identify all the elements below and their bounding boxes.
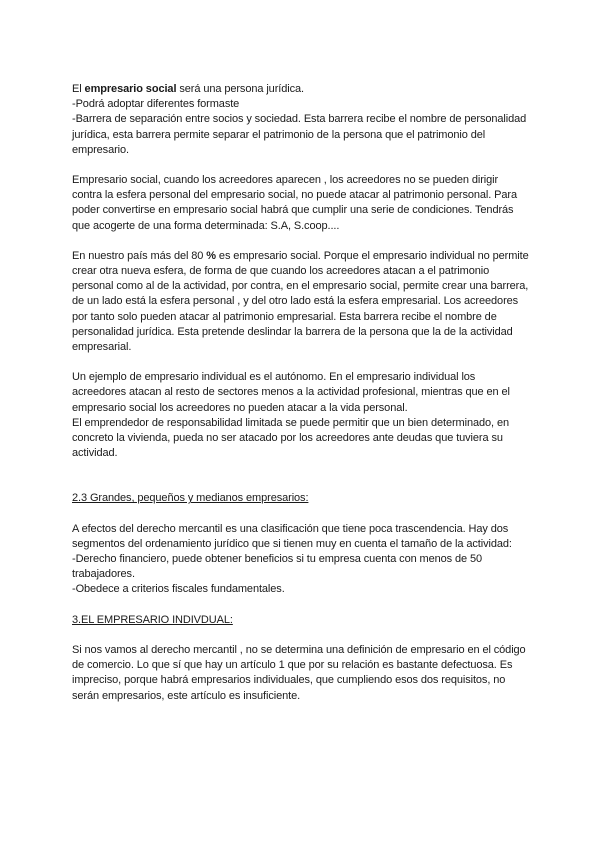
paragraph-gap [72, 234, 530, 249]
paragraph-gap [72, 355, 530, 370]
intro-text-post: será una persona jurídica. [176, 83, 304, 95]
intro-line-1 [72, 82, 530, 97]
paragraph-gap [72, 158, 530, 173]
paragraph-gap [72, 507, 530, 522]
paragraph-gap [72, 628, 530, 643]
heading-2-3: 2.3 Grandes, pequeños y medianos empresarios: [72, 492, 309, 505]
paragraph-efectos: A efectos del derecho mercantil es una clasificación que tiene poca trascendencia. Hay dos segmentos del ordenamiento jurídico que si tienen muy en cuenta el tamaño de la actividad: [72, 522, 512, 550]
intro-text-pre: El [72, 83, 85, 95]
paragraph-derecho-mercantil: Si nos vamos al derecho mercantil , no se determina una definición de empresario en el código de comercio. Lo que sí que hay un artículo 1 que por su relación es bastante defectuosa. Es impreciso, porque habrá empresarios individuales, que cumpliendo esos dos requisitos, no serán empresarios, este artículo es insuficiente. [72, 643, 526, 702]
paragraph-gap [72, 598, 530, 613]
heading-3: 3.EL EMPRESARIO INDIVDUAL: [72, 613, 233, 626]
paragraph-ejemplo: Un ejemplo de empresario individual es el autónomo. En el empresario individual los acreedores atacan al resto de sectores menos a la actividad profesional, mientras que en el empresario social los acreedores no pueden atacar a la vida personal. [72, 371, 510, 414]
paragraph-empresario-social: Empresario social, cuando los acreedores aparecen , los acreedores no se pueden dirigir contra la esfera personal del empresario social, no puede atacar al patrimonio personal. Para poder convertirse en empresario social habrá que cumplir una serie de condiciones. Tendrás que acogerte de una forma determinada: S.A, S.coop.... [72, 174, 518, 232]
list-item-financiero: -Derecho financiero, puede obtener beneficios si tu empresa cuenta con menos de 50 trabajadores. [72, 553, 483, 581]
intro-line-3: -Barrera de separación entre socios y sociedad. Esta barrera recibe el nombre de personalidad jurídica, esta barrera permite separar el patrimonio de la persona que el patrimonio del empresario. [72, 113, 527, 156]
pais-text-pre: En nuestro país más del 80 [72, 249, 207, 262]
pais-text-post: es empresario social. Porque el empresario individual no permite crear otra nueva esfera, de forma de que cuando los acreedores atacan a el patrimonio personal como al de la actividad, por contra, en el empresario social, permite crear una barrera, de un lado está la esfera personal , y del otro lado está la esfera empresarial. Los acreedores por tanto solo pueden atacar al patrimonio empresarial. Esta barrera recibe el nombre de personalidad jurídica. Esta pretende deslindar la barrera de la persona que la de la actividad empresarial. [72, 249, 529, 354]
paragraph-emprendedor: El emprendedor de responsabilidad limitada se puede permitir que un bien determinado, en concreto la vivienda, pueda no ser atacado por los acreedores ante deudas que tuviera su actividad. [72, 416, 509, 460]
intro-bold-term: empresario social [84, 83, 177, 95]
paragraph-nuestro-pais [72, 249, 530, 355]
list-item-fiscales: -Obedece a criterios fiscales fundamentales. [72, 583, 285, 596]
percent-sign: % [206, 249, 216, 262]
intro-line-2: -Podrá adoptar diferentes formaste [72, 98, 240, 111]
section-gap [72, 461, 530, 491]
